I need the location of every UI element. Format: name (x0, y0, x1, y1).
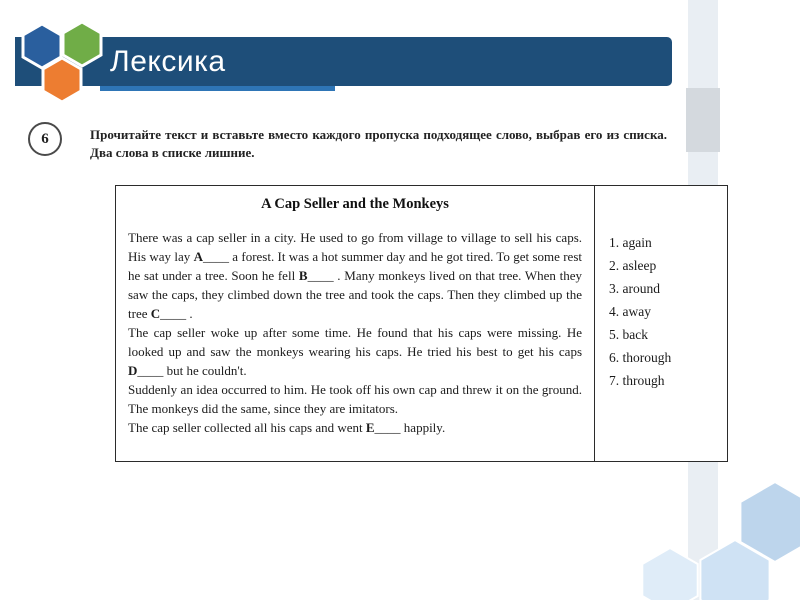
word-list-item: 4. away (609, 303, 651, 319)
word-list-item: 1. again (609, 235, 652, 250)
story-cell (116, 186, 595, 461)
word-list-item: 3. around (609, 280, 660, 296)
hexagon-logo-icon (12, 18, 116, 110)
story-paragraphs (128, 229, 582, 438)
word-list-item: 5. back (609, 326, 648, 342)
right-top-square (686, 88, 720, 152)
story-paragraph: There was a cap seller in a city. He used to go from village to village to sell his caps. His way lay A____ a forest. It was a hot summer day and he got tired. To get some rest he sat under a tree. Soon he fell B____ . Many monkeys lived on that tree. When they saw the caps, they climbed down the tree and took the caps. Then they climbed up the tree C____ . (128, 230, 582, 321)
exercise-box (115, 185, 728, 462)
exercise-number-badge: 6 (28, 122, 62, 156)
word-list-item: 2. asleep (609, 257, 657, 273)
slide-title: Лексика (110, 45, 226, 78)
story-title: A Cap Seller and the Monkeys (261, 196, 449, 212)
story-paragraph: The cap seller woke up after some time. He found that his caps were missing. He looked up and saw the monkeys wearing his caps. He tried his best to get his caps D____ but he couldn't. (128, 324, 582, 378)
header-accent-line (100, 86, 335, 91)
decorative-hexagons-icon (640, 480, 800, 600)
word-list (595, 186, 727, 461)
word-list-item: 6. thorough (609, 349, 672, 365)
story-paragraph: Suddenly an idea occurred to him. He took off his own cap and threw it on the ground. The monkeys did the same, since they are imitators. (128, 381, 582, 416)
exercise-instruction: Прочитайте текст и вставьте вместо каждого пропуска подходящее слово, выбрав его из списка. Два слова в списке лишние. (90, 127, 667, 161)
story-paragraph: The cap seller collected all his caps and went E____ happily. (128, 419, 446, 435)
word-list-item: 7. through (609, 372, 665, 388)
